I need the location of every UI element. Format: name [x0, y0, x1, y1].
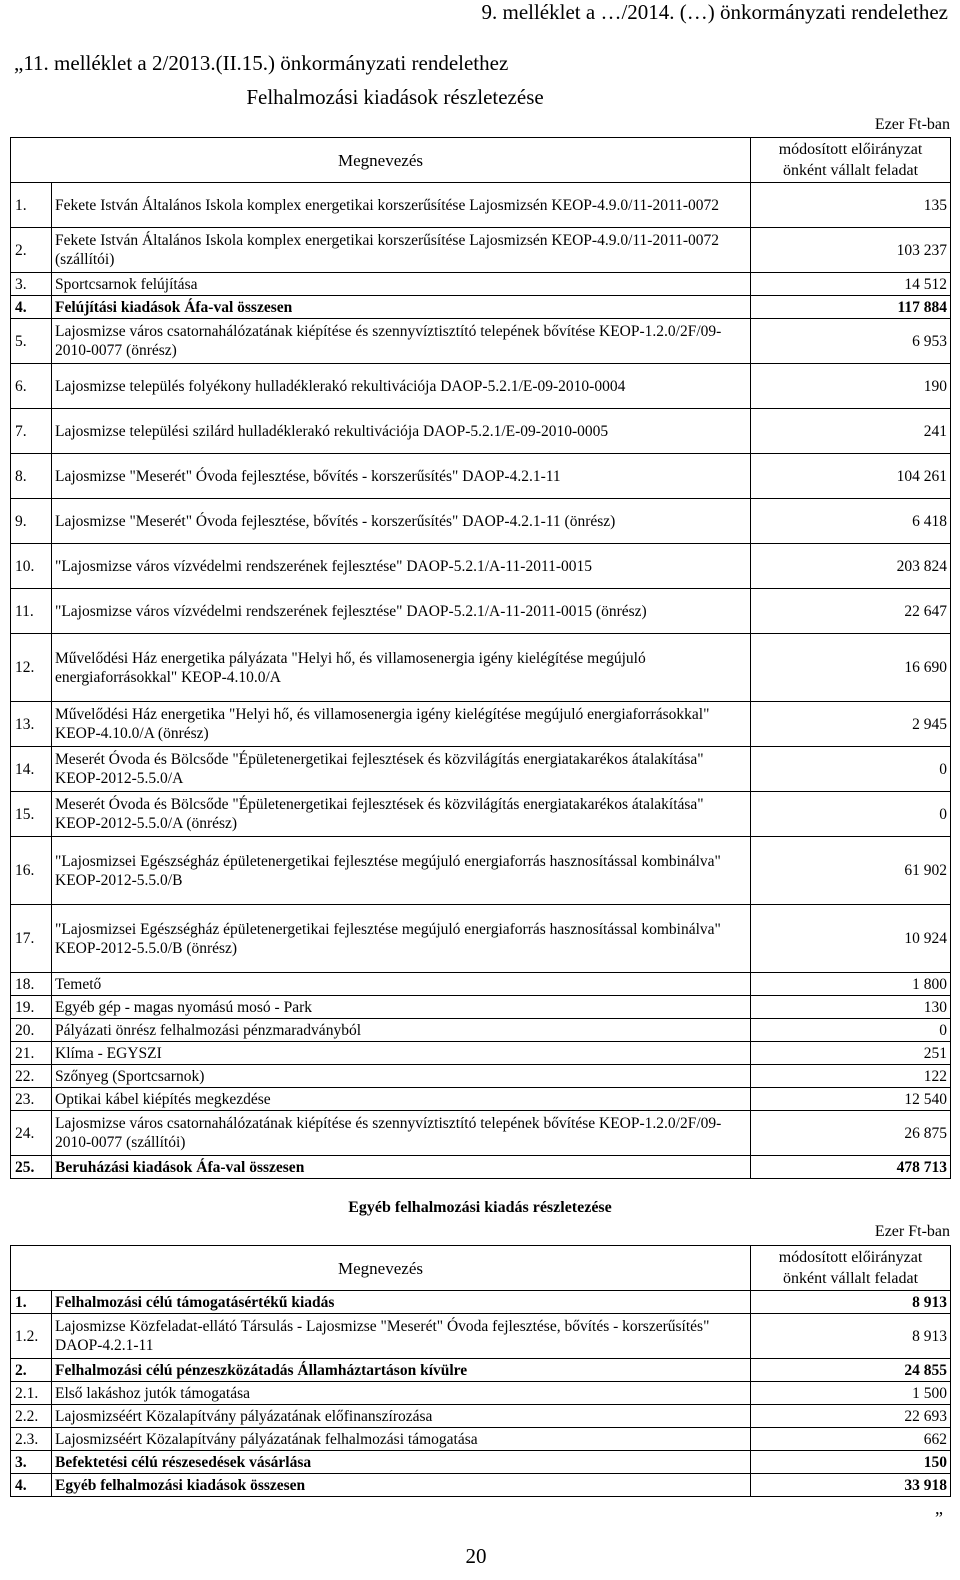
- row-value: 117 884: [751, 296, 951, 319]
- table-row: [11, 1405, 951, 1428]
- row-number: 4.: [11, 1474, 52, 1497]
- table-row: [11, 1156, 951, 1179]
- row-description: Lajosmizse települési szilárd hulladéklerakó rekultivációja DAOP-5.2.1/E-09-2010-0005: [52, 409, 751, 454]
- row-description: Optikai kábel kiépítés megkezdése: [52, 1088, 751, 1111]
- row-description: Felhalmozási célú támogatásértékű kiadás: [52, 1291, 751, 1314]
- row-number: 10.: [11, 544, 52, 589]
- row-description: Felhalmozási célú pénzeszközátadás Államháztartáson kívülre: [52, 1359, 751, 1382]
- row-description: Művelődési Ház energetika pályázata "Helyi hő, és villamosenergia igény kielégítése megújuló energiaforrásokkal" KEOP-4.10.0/A: [52, 634, 751, 702]
- row-description: Szőnyeg (Sportcsarnok): [52, 1065, 751, 1088]
- table-row: [11, 589, 951, 634]
- row-description: Meserét Óvoda és Bölcsőde "Épületenergetikai fejlesztések és közvilágítás energiatakarékos átalakítása" KEOP-2012-5.5.0/A: [52, 747, 751, 792]
- row-number: 24.: [11, 1111, 52, 1156]
- capital-expenditure-rows: [11, 183, 951, 1179]
- row-number: 5.: [11, 319, 52, 364]
- table-row: [11, 702, 951, 747]
- row-description: Első lakáshoz jutók támogatása: [52, 1382, 751, 1405]
- row-number: 25.: [11, 1156, 52, 1179]
- column-header-value-line2: önként vállalt feladat: [782, 162, 919, 179]
- row-number: 9.: [11, 499, 52, 544]
- column-header-value-line1: módosított előirányzat: [778, 141, 923, 158]
- row-number: 15.: [11, 792, 52, 837]
- table-row: [11, 905, 951, 973]
- row-description: Művelődési Ház energetika "Helyi hő, és villamosenergia igény kielégítése megújuló energiaforrásokkal" KEOP-4.10.0/A (önrész): [52, 702, 751, 747]
- closing-quote: ”: [935, 1508, 943, 1528]
- row-description: Lajosmizse "Meserét" Óvoda fejlesztése, bővítés - korszerűsítés" DAOP-4.2.1-11: [52, 454, 751, 499]
- row-number: 2.: [11, 228, 52, 273]
- row-number: 3.: [11, 273, 52, 296]
- row-value: 12 540: [751, 1088, 951, 1111]
- row-number: 4.: [11, 296, 52, 319]
- row-description: "Lajosmizse város vízvédelmi rendszerének fejlesztése" DAOP-5.2.1/A-11-2011-0015: [52, 544, 751, 589]
- row-description: Egyéb felhalmozási kiadások összesen: [52, 1474, 751, 1497]
- row-description: Lajosmizse város csatornahálózatának kiépítése és szennyvíztisztító telepének bővítése KEOP-1.2.0/2F/09-2010-0077 (szállítói): [52, 1111, 751, 1156]
- row-number: 1.2.: [11, 1314, 52, 1359]
- table-row: [11, 1428, 951, 1451]
- row-description: Klíma - EGYSZI: [52, 1042, 751, 1065]
- row-value: 1 800: [751, 973, 951, 996]
- table-row: [11, 409, 951, 454]
- row-value: 104 261: [751, 454, 951, 499]
- row-value: 203 824: [751, 544, 951, 589]
- row-value: 135: [751, 183, 951, 228]
- row-value: 8 913: [751, 1291, 951, 1314]
- column-header-value: [751, 138, 951, 183]
- table-row: [11, 1088, 951, 1111]
- page-title: Felhalmozási kiadások részletezése: [246, 85, 544, 109]
- old-annex-reference: „11. melléklet a 2/2013.(II.15.) önkormányzati rendelethez: [14, 51, 509, 75]
- row-number: 16.: [11, 837, 52, 905]
- row-value: 8 913: [751, 1314, 951, 1359]
- unit-label: Ezer Ft-ban: [874, 116, 950, 133]
- row-description: Lajosmizséért Közalapítvány pályázatának felhalmozási támogatása: [52, 1428, 751, 1451]
- row-number: 2.2.: [11, 1405, 52, 1428]
- row-number: 2.3.: [11, 1428, 52, 1451]
- table-row: [11, 1314, 951, 1359]
- row-description: Sportcsarnok felújítása: [52, 273, 751, 296]
- row-number: 2.: [11, 1359, 52, 1382]
- table-row: [11, 973, 951, 996]
- row-number: 2.1.: [11, 1382, 52, 1405]
- row-value: 1 500: [751, 1382, 951, 1405]
- row-value: 130: [751, 996, 951, 1019]
- row-description: Lajosmizse város csatornahálózatának kiépítése és szennyvíztisztító telepének bővítése KEOP-1.2.0/2F/09-2010-0077 (önrész): [52, 319, 751, 364]
- capital-expenditure-table: [10, 137, 951, 1179]
- row-description: Temető: [52, 973, 751, 996]
- table-row: [11, 837, 951, 905]
- row-value: 0: [751, 1019, 951, 1042]
- row-number: 1.: [11, 1291, 52, 1314]
- table-row: [11, 1382, 951, 1405]
- table-row: [11, 364, 951, 409]
- table-row: [11, 634, 951, 702]
- annex-reference: 9. melléklet a …/2014. (…) önkormányzati rendelethez: [481, 0, 948, 24]
- row-value: 10 924: [751, 905, 951, 973]
- row-value: 241: [751, 409, 951, 454]
- row-number: 18.: [11, 973, 52, 996]
- row-description: Egyéb gép - magas nyomású mosó - Park: [52, 996, 751, 1019]
- row-number: 21.: [11, 1042, 52, 1065]
- row-number: 1.: [11, 183, 52, 228]
- table-row: [11, 499, 951, 544]
- row-value: 190: [751, 364, 951, 409]
- row-value: 2 945: [751, 702, 951, 747]
- row-description: Felújítási kiadások Áfa-val összesen: [52, 296, 751, 319]
- row-value: 22 647: [751, 589, 951, 634]
- row-value: 478 713: [751, 1156, 951, 1179]
- row-description: "Lajosmizse város vízvédelmi rendszerének fejlesztése" DAOP-5.2.1/A-11-2011-0015 (önrész): [52, 589, 751, 634]
- row-value: 24 855: [751, 1359, 951, 1382]
- table-row: [11, 792, 951, 837]
- row-value: 14 512: [751, 273, 951, 296]
- other-capital-expenditure-rows: [11, 1291, 951, 1497]
- row-value: 22 693: [751, 1405, 951, 1428]
- table-row: [11, 273, 951, 296]
- row-value: 0: [751, 792, 951, 837]
- row-description: Lajosmizse település folyékony hulladéklerakó rekultivációja DAOP-5.2.1/E-09-2010-0004: [52, 364, 751, 409]
- table-row: [11, 296, 951, 319]
- row-number: 3.: [11, 1451, 52, 1474]
- row-description: Lajosmizséért Közalapítvány pályázatának előfinanszírozása: [52, 1405, 751, 1428]
- other-capital-expenditure-table: [10, 1245, 951, 1497]
- row-description: Beruházási kiadások Áfa-val összesen: [52, 1156, 751, 1179]
- row-value: 33 918: [751, 1474, 951, 1497]
- row-number: 12.: [11, 634, 52, 702]
- table-row: [11, 544, 951, 589]
- row-number: 8.: [11, 454, 52, 499]
- row-value: 26 875: [751, 1111, 951, 1156]
- row-number: 14.: [11, 747, 52, 792]
- row-number: 19.: [11, 996, 52, 1019]
- row-value: 61 902: [751, 837, 951, 905]
- row-description: Meserét Óvoda és Bölcsőde "Épületenergetikai fejlesztések és közvilágítás energiatakarékos átalakítása" KEOP-2012-5.5.0/A (önrész): [52, 792, 751, 837]
- table-row: [11, 1291, 951, 1314]
- row-description: Lajosmizse Közfeladat-ellátó Társulás - Lajosmizse "Meserét" Óvoda fejlesztése, bővítés - korszerűsítés" DAOP-4.2.1-11: [52, 1314, 751, 1359]
- section-title: Egyéb felhalmozási kiadás részletezése: [348, 1199, 612, 1216]
- table-row: [11, 1065, 951, 1088]
- row-number: 11.: [11, 589, 52, 634]
- row-description: Pályázati önrész felhalmozási pénzmaradványból: [52, 1019, 751, 1042]
- row-value: 122: [751, 1065, 951, 1088]
- row-number: 22.: [11, 1065, 52, 1088]
- row-number: 20.: [11, 1019, 52, 1042]
- row-description: Fekete István Általános Iskola komplex energetikai korszerűsítése Lajosmizsén KEOP-4.9.0/11-2011-0072: [52, 183, 751, 228]
- table-row: [11, 1042, 951, 1065]
- column-header-value-2: [751, 1246, 951, 1291]
- row-number: 13.: [11, 702, 52, 747]
- row-description: Befektetési célú részesedések vásárlása: [52, 1451, 751, 1474]
- table-row: [11, 454, 951, 499]
- row-value: 6 953: [751, 319, 951, 364]
- row-value: 6 418: [751, 499, 951, 544]
- row-description: Lajosmizse "Meserét" Óvoda fejlesztése, bővítés - korszerűsítés" DAOP-4.2.1-11 (önrész): [52, 499, 751, 544]
- table-row: [11, 319, 951, 364]
- row-description: Fekete István Általános Iskola komplex energetikai korszerűsítése Lajosmizsén KEOP-4.9.0/11-2011-0072 (szállítói): [52, 228, 751, 273]
- table-row: [11, 183, 951, 228]
- row-description: "Lajosmizsei Egészségház épületenergetikai fejlesztése megújuló energiaforrás hasznosítással kombinálva" KEOP-2012-5.5.0/B: [52, 837, 751, 905]
- row-value: 251: [751, 1042, 951, 1065]
- table-row: [11, 1019, 951, 1042]
- table-row: [11, 228, 951, 273]
- row-number: 23.: [11, 1088, 52, 1111]
- table-row: [11, 1451, 951, 1474]
- row-number: 7.: [11, 409, 52, 454]
- table-row: [11, 1111, 951, 1156]
- row-value: 16 690: [751, 634, 951, 702]
- row-value: 103 237: [751, 228, 951, 273]
- row-value: 150: [751, 1451, 951, 1474]
- row-description: "Lajosmizsei Egészségház épületenergetikai fejlesztése megújuló energiaforrás hasznosítással kombinálva" KEOP-2012-5.5.0/B (önrész): [52, 905, 751, 973]
- table-row: [11, 996, 951, 1019]
- page-number: 20: [465, 1544, 487, 1568]
- row-value: 0: [751, 747, 951, 792]
- table-row: [11, 1359, 951, 1382]
- unit-label-2: Ezer Ft-ban: [874, 1223, 950, 1240]
- table-row: [11, 1474, 951, 1497]
- row-number: 6.: [11, 364, 52, 409]
- column-header-value-2-line1: módosított előirányzat: [778, 1249, 923, 1266]
- table-row: [11, 747, 951, 792]
- row-value: 662: [751, 1428, 951, 1451]
- column-header-value-2-line2: önként vállalt feladat: [782, 1270, 919, 1287]
- row-number: 17.: [11, 905, 52, 973]
- column-header-name: Megnevezés: [11, 138, 751, 183]
- column-header-name-2: Megnevezés: [11, 1246, 751, 1291]
